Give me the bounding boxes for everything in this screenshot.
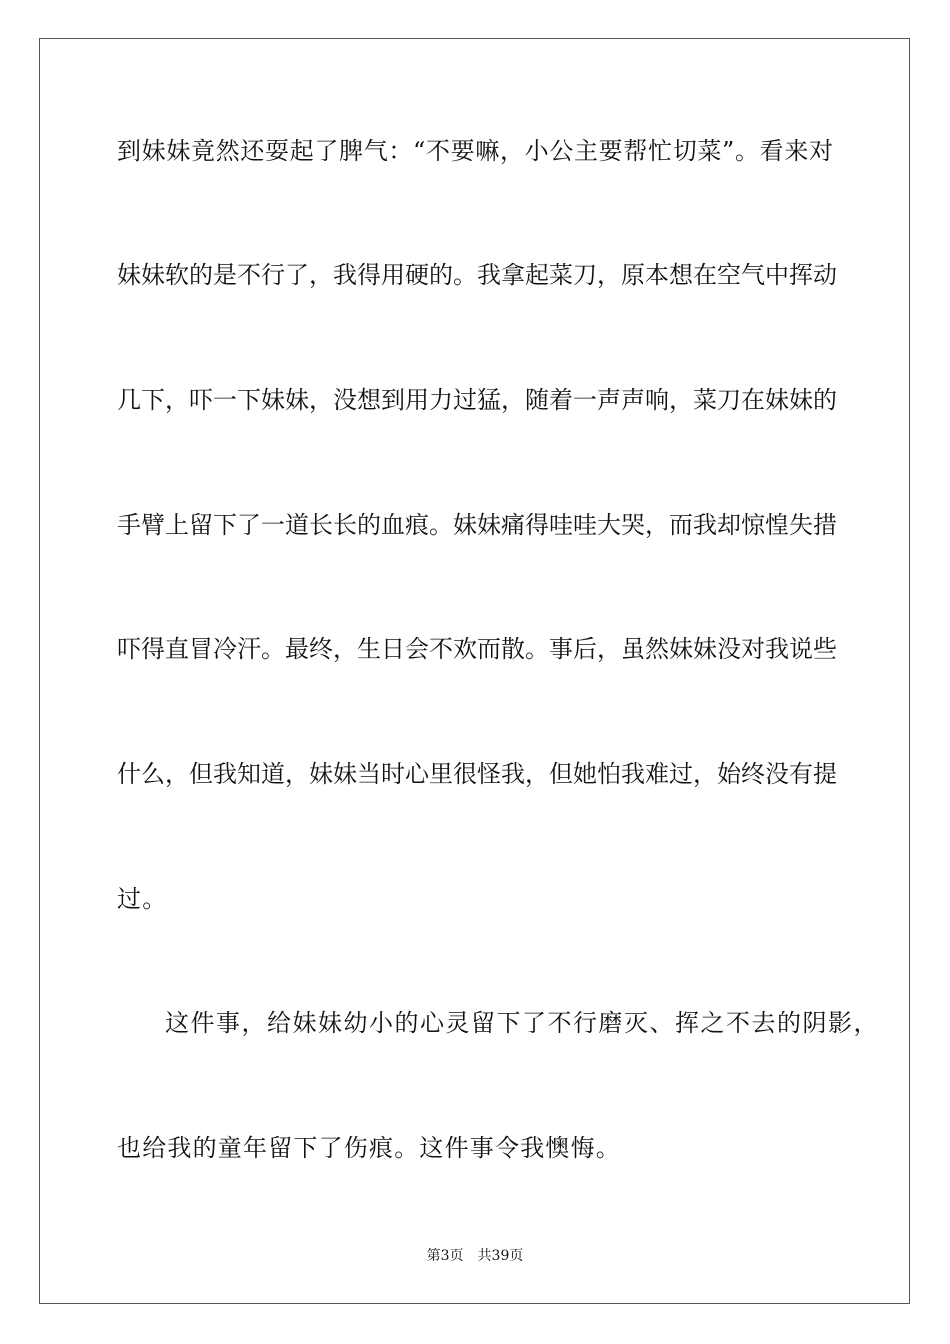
body-line-1: 到妹妹竟然还耍起了脾气：“不要嘛，小公主要帮忙切菜”。看来对 bbox=[117, 137, 833, 165]
paragraph-2-line-1: 这件事，给妹妹幼小的心灵留下了不行磨灭、挥之不去的阴影， bbox=[165, 1009, 879, 1037]
body-line-5: 吓得直冒冷汗。最终，生日会不欢而散。事后，虽然妹妹没对我说些 bbox=[117, 635, 837, 663]
page-number: 第3页 bbox=[426, 1248, 464, 1264]
page-border bbox=[39, 38, 910, 1304]
body-line-3: 几下，吓一下妹妹，没想到用力过猛，随着一声声响，菜刀在妹妹的 bbox=[117, 386, 837, 414]
page-footer bbox=[0, 1246, 950, 1266]
body-line-2: 妹妹软的是不行了，我得用硬的。我拿起菜刀，原本想在空气中挥动 bbox=[117, 261, 837, 289]
body-line-7: 过。 bbox=[117, 885, 168, 913]
paragraph-2-line-2: 也给我的童年留下了伤痕。这件事令我懊悔。 bbox=[117, 1134, 621, 1162]
body-line-6: 什么，但我知道，妹妹当时心里很怪我，但她怕我难过，始终没有提 bbox=[117, 760, 837, 788]
page-total: 共39页 bbox=[477, 1248, 524, 1264]
body-line-4: 手臂上留下了一道长长的血痕。妹妹痛得哇哇大哭，而我却惊惶失措 bbox=[117, 511, 837, 539]
